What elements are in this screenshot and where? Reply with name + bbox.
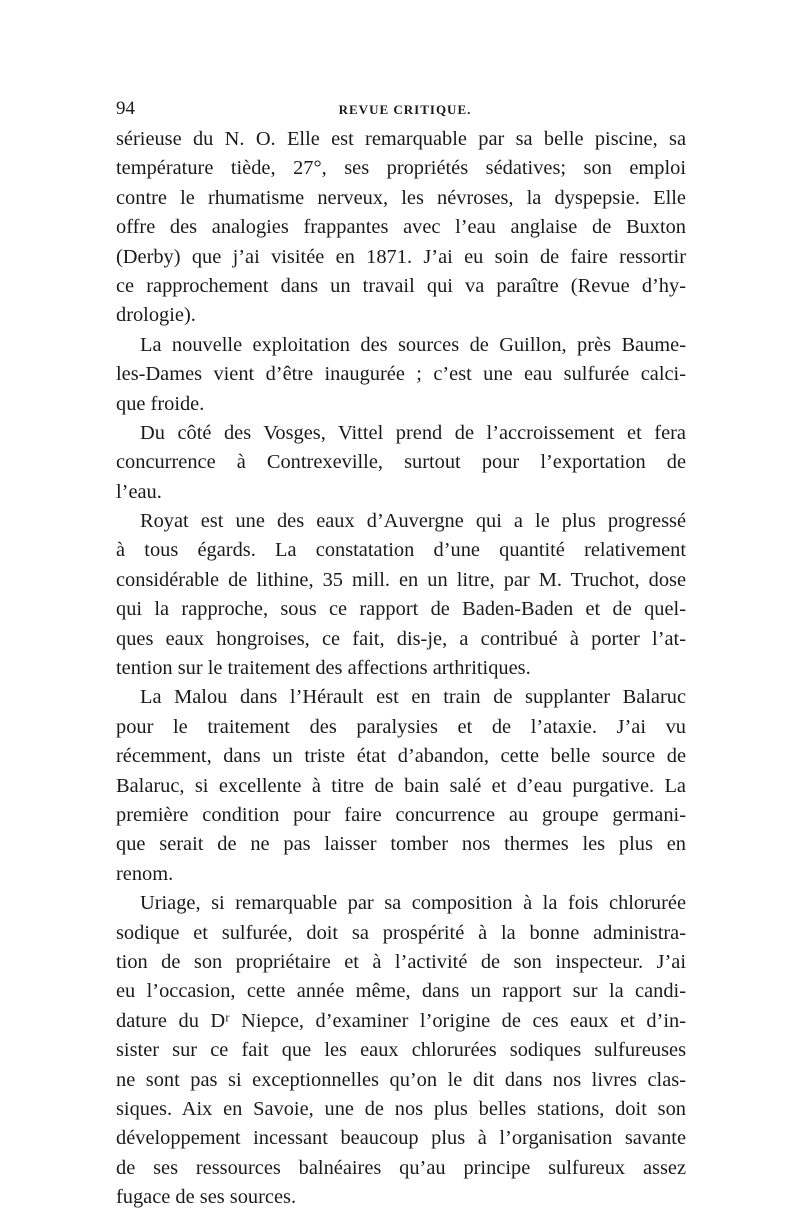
text-line: Uriage, si remarquable par sa composition à la fois chlorurée bbox=[140, 892, 686, 915]
text-line: considérable de lithine, 35 mill. en un litre, par M. Truchot, dose bbox=[116, 568, 686, 591]
text-line: (Derby) que j’ai visitée en 1871. J’ai eu soin de faire ressortir bbox=[116, 245, 686, 268]
text-line: dature du Dʳ Niepce, d’examiner l’origine de ces eaux et d’in- bbox=[116, 1009, 686, 1032]
text-line: drologie). bbox=[116, 304, 196, 327]
text-line: concurrence à Contrexeville, surtout pour l’exportation de bbox=[116, 451, 686, 474]
running-title: REVUE CRITIQUE. bbox=[338, 102, 472, 117]
text-line: sérieuse du N. O. Elle est remarquable par sa belle piscine, sa bbox=[116, 128, 686, 150]
text-line: offre des analogies frappantes avec l’eau anglaise de Buxton bbox=[116, 216, 686, 239]
text-line: contre le rhumatisme nerveux, les névroses, la dyspepsie. Elle bbox=[116, 186, 686, 209]
text-line: fugace de ses sources. bbox=[116, 1186, 297, 1209]
text-line: développement incessant beaucoup plus à l’organisation savante bbox=[116, 1127, 686, 1150]
text-line: sodique et sulfurée, doit sa prospérité à la bonne administra- bbox=[116, 921, 686, 944]
text-line: Du côté des Vosges, Vittel prend de l’accroissement et fera bbox=[140, 421, 686, 444]
text-line: Balaruc, si excellente à titre de bain salé et d’eau purgative. La bbox=[116, 774, 686, 797]
text-line: les-Dames vient d’être inaugurée ; c’est une eau sulfurée calci- bbox=[116, 363, 686, 386]
text-line: pour le traitement des paralysies et de l’ataxie. J’ai vu bbox=[116, 715, 686, 738]
text-line: sister sur ce fait que les eaux chlorurées sodiques sulfureuses bbox=[116, 1039, 686, 1062]
body-text bbox=[116, 125, 686, 1212]
text-line: La nouvelle exploitation des sources de Guillon, près Baume- bbox=[140, 333, 686, 356]
text-line: que froide. bbox=[116, 392, 205, 415]
text-line: siques. Aix en Savoie, une de nos plus belles stations, doit son bbox=[116, 1097, 686, 1120]
text-line: Royat est une des eaux d’Auvergne qui a le plus progressé bbox=[140, 510, 686, 533]
text-line: renom. bbox=[116, 862, 174, 885]
text-line: La Malou dans l’Hérault est en train de supplanter Balaruc bbox=[140, 686, 686, 709]
text-line: première condition pour faire concurrence au groupe germani- bbox=[116, 803, 686, 826]
text-line: récemment, dans un triste état d’abandon, cette belle source de bbox=[116, 745, 686, 768]
text-line: à tous égards. La constatation d’une quantité relativement bbox=[116, 539, 686, 562]
text-line: que serait de ne pas laisser tomber nos thermes les plus en bbox=[116, 833, 686, 856]
text-line: l’eau. bbox=[116, 480, 162, 503]
text-line: de ses ressources balnéaires qu’au principe sulfureux assez bbox=[116, 1156, 686, 1179]
text-line: qui la rapproche, sous ce rapport de Baden-Baden et de quel- bbox=[116, 598, 686, 621]
page-number: 94 bbox=[116, 98, 135, 119]
text-line: tion de son propriétaire et à l’activité de son inspecteur. J’ai bbox=[116, 950, 686, 973]
text-line: ques eaux hongroises, ce fait, dis-je, a contribué à porter l’at- bbox=[116, 627, 686, 650]
text-line: température tiède, 27°, ses propriétés sédatives; son emploi bbox=[116, 157, 686, 180]
text-line: eu l’occasion, cette année même, dans un rapport sur la candi- bbox=[116, 980, 686, 1003]
text-line: tention sur le traitement des affections arthritiques. bbox=[116, 657, 531, 680]
page-header bbox=[116, 96, 694, 122]
text-line: ne sont pas si exceptionnelles qu’on le dit dans nos livres clas- bbox=[116, 1068, 686, 1091]
text-line: ce rapprochement dans un travail qui va paraître (Revue d’hy- bbox=[116, 274, 686, 297]
